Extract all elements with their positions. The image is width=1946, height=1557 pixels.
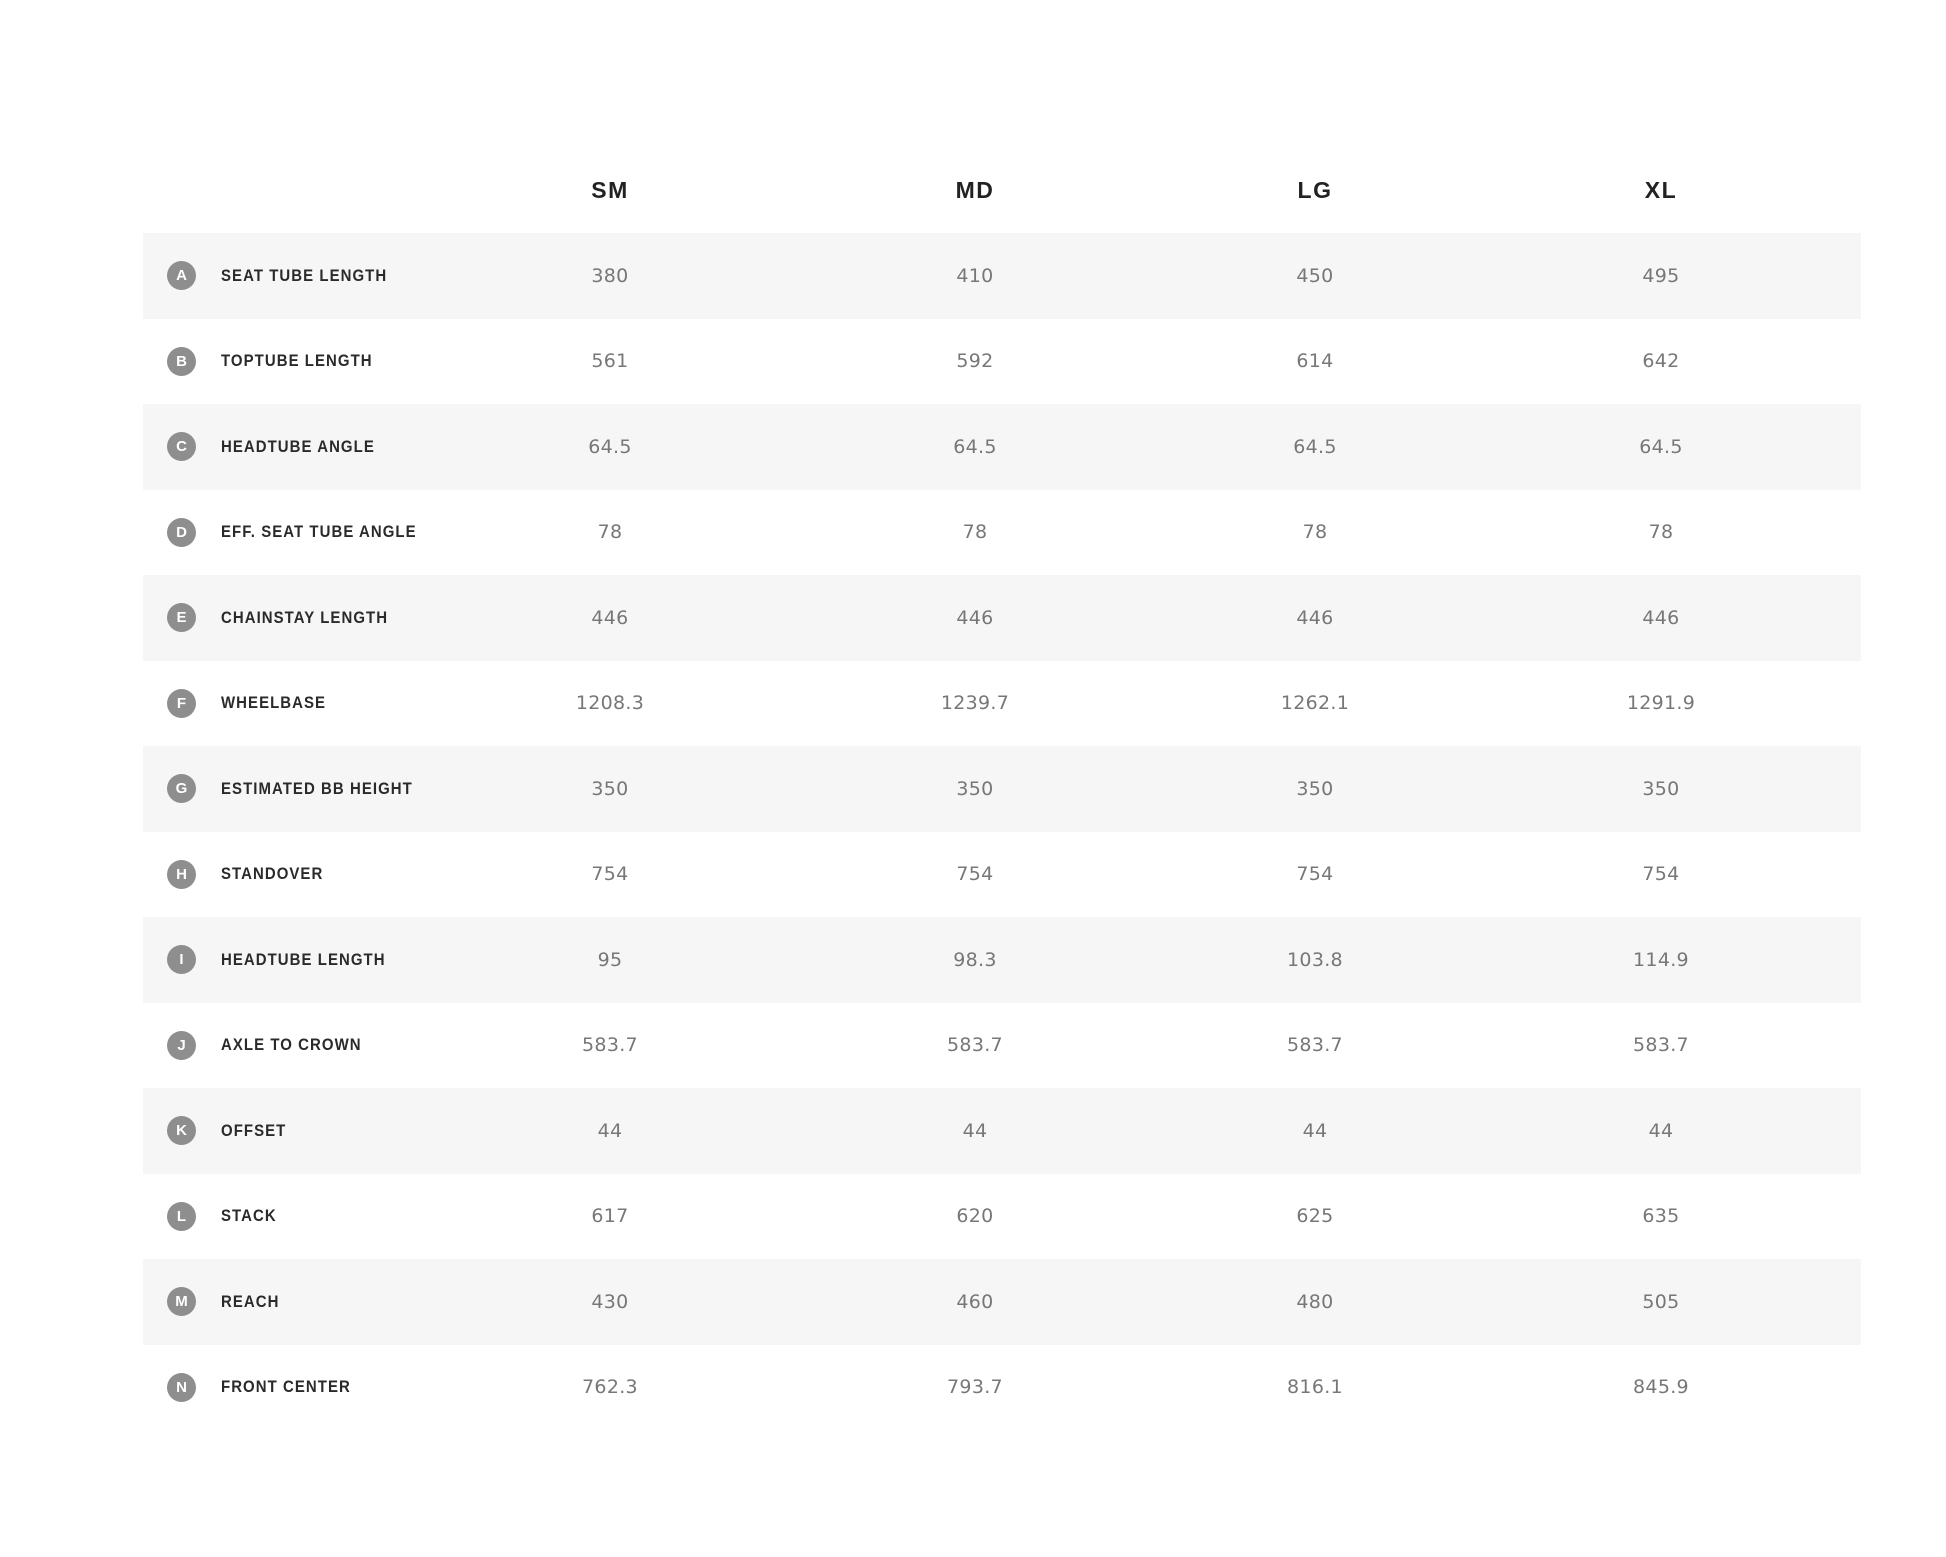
column-header-xl: XL [1644, 177, 1678, 203]
row-label: OFFSET [221, 1120, 287, 1140]
row-label-cell [143, 261, 433, 290]
row-letter-badge: A [167, 261, 196, 290]
table-cell: 78 [1648, 521, 1674, 544]
row-label: WHEELBASE [221, 693, 327, 713]
table-row [143, 1345, 1861, 1431]
row-letter-badge: D [167, 518, 196, 547]
row-label-cell [143, 774, 433, 803]
row-label-cell [143, 860, 433, 889]
table-row [143, 1003, 1861, 1089]
row-label-cell [143, 518, 433, 547]
row-letter-badge: M [167, 1287, 196, 1316]
table-cell: 103.8 [1287, 948, 1343, 971]
table-cell: 480 [1296, 1290, 1334, 1313]
table-row [143, 917, 1861, 1003]
row-label-cell [143, 689, 433, 718]
row-letter-badge: J [167, 1031, 196, 1060]
row-letter-badge: E [167, 603, 196, 632]
row-label-cell [143, 432, 433, 461]
table-cell: 446 [1296, 606, 1334, 629]
table-row [143, 832, 1861, 918]
table-cell: 583.7 [1287, 1034, 1343, 1057]
table-cell: 620 [956, 1205, 994, 1228]
table-cell: 583.7 [582, 1034, 638, 1057]
table-cell: 592 [956, 350, 994, 373]
row-letter-badge: H [167, 860, 196, 889]
table-cell: 762.3 [582, 1376, 638, 1399]
table-row [143, 233, 1861, 319]
row-label-cell [143, 1202, 433, 1231]
table-cell: 64.5 [588, 435, 632, 458]
table-row [143, 319, 1861, 405]
table-cell: 845.9 [1633, 1376, 1689, 1399]
row-letter-badge: B [167, 347, 196, 376]
row-label: CHAINSTAY LENGTH [221, 607, 389, 627]
table-row [143, 490, 1861, 576]
row-label: STACK [221, 1206, 277, 1226]
table-cell: 64.5 [953, 435, 997, 458]
table-cell: 495 [1642, 264, 1680, 287]
table-cell: 95 [597, 948, 623, 971]
geometry-table [143, 148, 1861, 1430]
table-row [143, 1174, 1861, 1260]
row-label-cell [143, 1116, 433, 1145]
table-cell: 44 [1648, 1119, 1674, 1142]
table-cell: 350 [1642, 777, 1680, 800]
table-cell: 583.7 [1633, 1034, 1689, 1057]
table-cell: 1208.3 [575, 692, 645, 715]
table-cell: 64.5 [1639, 435, 1683, 458]
table-cell: 44 [1302, 1119, 1328, 1142]
table-cell: 380 [591, 264, 629, 287]
table-cell: 793.7 [947, 1376, 1003, 1399]
table-cell: 505 [1642, 1290, 1680, 1313]
table-cell: 350 [591, 777, 629, 800]
table-cell: 642 [1642, 350, 1680, 373]
row-letter-badge: L [167, 1202, 196, 1231]
row-label: ESTIMATED BB HEIGHT [221, 778, 413, 798]
table-cell: 1262.1 [1280, 692, 1350, 715]
row-label-cell [143, 945, 433, 974]
table-cell: 446 [1642, 606, 1680, 629]
size-header-row [143, 148, 1861, 233]
table-cell: 446 [591, 606, 629, 629]
column-header-lg: LG [1297, 177, 1333, 203]
row-label-cell [143, 1031, 433, 1060]
table-cell: 44 [962, 1119, 988, 1142]
table-row [143, 746, 1861, 832]
table-cell: 1291.9 [1626, 692, 1696, 715]
table-cell: 583.7 [947, 1034, 1003, 1057]
table-row [143, 575, 1861, 661]
column-header-sm: SM [591, 177, 629, 203]
row-label: AXLE TO CROWN [221, 1035, 362, 1055]
table-cell: 460 [956, 1290, 994, 1313]
table-cell: 78 [597, 521, 623, 544]
row-label: FRONT CENTER [221, 1377, 351, 1397]
row-label-cell [143, 1373, 433, 1402]
table-cell: 64.5 [1293, 435, 1337, 458]
table-cell: 754 [591, 863, 629, 886]
table-cell: 754 [956, 863, 994, 886]
table-cell: 754 [1296, 863, 1334, 886]
row-letter-badge: I [167, 945, 196, 974]
table-cell: 450 [1296, 264, 1334, 287]
row-label: REACH [221, 1291, 280, 1311]
table-row [143, 1259, 1861, 1345]
row-letter-badge: C [167, 432, 196, 461]
row-label-cell [143, 603, 433, 632]
table-cell: 114.9 [1633, 948, 1689, 971]
table-cell: 561 [591, 350, 629, 373]
table-cell: 350 [1296, 777, 1334, 800]
table-cell: 44 [597, 1119, 623, 1142]
table-cell: 410 [956, 264, 994, 287]
row-label: TOPTUBE LENGTH [221, 351, 373, 371]
row-letter-badge: F [167, 689, 196, 718]
table-cell: 635 [1642, 1205, 1680, 1228]
table-cell: 625 [1296, 1205, 1334, 1228]
table-cell: 614 [1296, 350, 1334, 373]
table-cell: 98.3 [953, 948, 997, 971]
row-label: SEAT TUBE LENGTH [221, 265, 388, 285]
table-cell: 446 [956, 606, 994, 629]
table-cell: 754 [1642, 863, 1680, 886]
row-label: HEADTUBE ANGLE [221, 436, 375, 456]
table-body [143, 233, 1861, 1430]
table-row [143, 404, 1861, 490]
table-cell: 430 [591, 1290, 629, 1313]
row-label-cell [143, 347, 433, 376]
column-header-md: MD [955, 177, 995, 203]
table-row [143, 661, 1861, 747]
row-label: STANDOVER [221, 864, 324, 884]
table-cell: 78 [1302, 521, 1328, 544]
table-cell: 617 [591, 1205, 629, 1228]
row-letter-badge: K [167, 1116, 196, 1145]
row-letter-badge: N [167, 1373, 196, 1402]
table-cell: 1239.7 [940, 692, 1010, 715]
table-cell: 816.1 [1287, 1376, 1343, 1399]
table-cell: 350 [956, 777, 994, 800]
table-cell: 78 [962, 521, 988, 544]
row-label: EFF. SEAT TUBE ANGLE [221, 522, 417, 542]
row-label-cell [143, 1287, 433, 1316]
table-row [143, 1088, 1861, 1174]
row-letter-badge: G [167, 774, 196, 803]
row-label: HEADTUBE LENGTH [221, 949, 386, 969]
